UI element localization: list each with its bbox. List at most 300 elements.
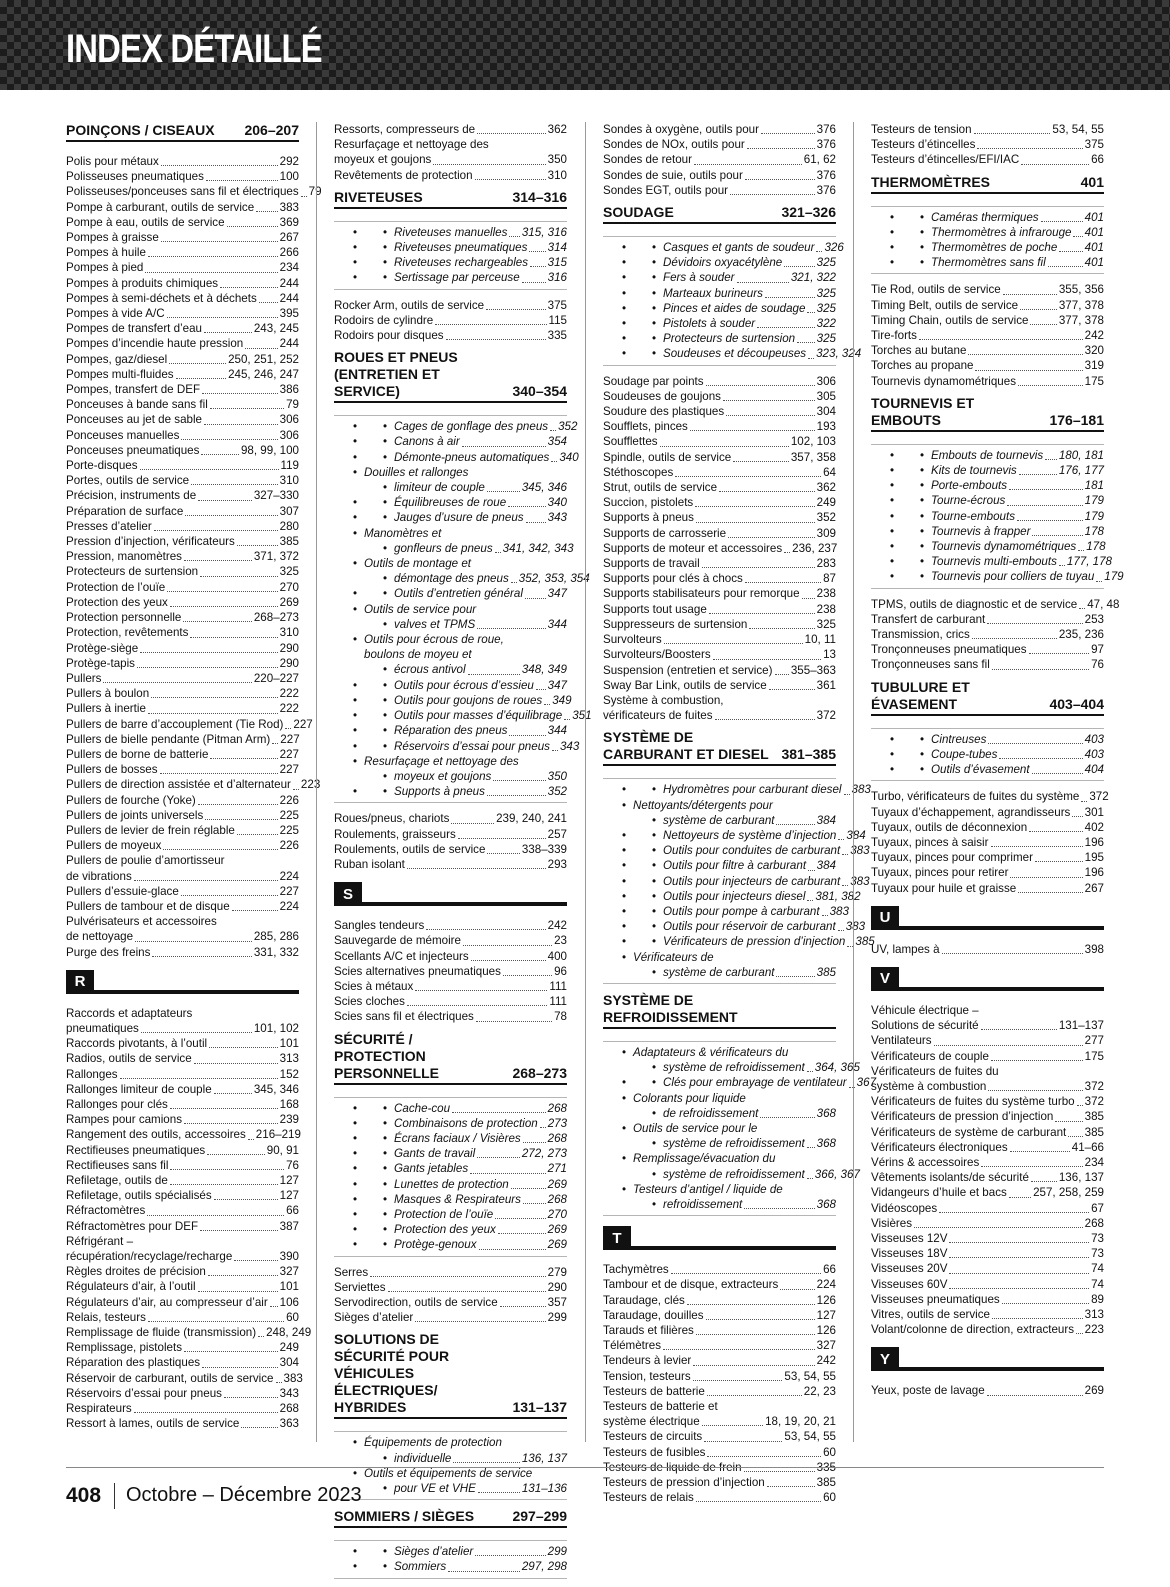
index-entry [603, 617, 836, 632]
entry-label: Survolteurs/Boosters [603, 648, 711, 662]
entry-row [66, 1203, 299, 1218]
dot-leader [1019, 474, 1057, 475]
entry-pages: 343 [547, 511, 567, 525]
index-entry [603, 632, 836, 647]
entry-label-line: • Outils de service pour [364, 602, 477, 616]
index-entry [66, 823, 299, 838]
entry-pages: 377, 378 [1058, 298, 1104, 312]
index-entry [66, 1036, 299, 1051]
entry-pages: 372 [1089, 790, 1109, 804]
dot-leader [477, 133, 546, 134]
dot-leader [726, 415, 814, 416]
entry-label: Protège-tapis [66, 656, 135, 670]
entry-row [633, 316, 836, 331]
entry-label: Rallonges limiteur de couple [66, 1082, 212, 1096]
dot-leader [163, 849, 277, 850]
entry-row [901, 762, 1104, 777]
entry-label: Supports stabilisateurs pour remorque [603, 587, 800, 601]
entry-row [871, 597, 1120, 612]
dot-leader [706, 385, 815, 386]
entry-row [603, 556, 836, 571]
dot-leader [209, 1047, 278, 1048]
index-entry [66, 443, 299, 458]
dot-leader [452, 1112, 546, 1113]
dot-leader [301, 196, 307, 197]
entry-pages: 131–137 [1058, 1019, 1104, 1033]
subentry-list [871, 206, 1104, 275]
entry-pages: 290 [547, 1280, 567, 1294]
entry-row [871, 374, 1104, 389]
entry-label: • • Outils pour filtre à carburant [663, 859, 807, 873]
entry-label: Pullers de direction assistée et d’alternateur [66, 778, 291, 792]
entry-row [633, 1060, 860, 1075]
dot-leader [695, 506, 814, 507]
entry-pages: 338–339 [521, 842, 567, 856]
entry-row [334, 152, 567, 167]
entry-label: Spindle, outils de service [603, 450, 732, 464]
entry-label: • démontage des pneus [394, 572, 509, 586]
dot-leader [227, 226, 278, 227]
entry-row [603, 1308, 836, 1323]
entry-pages: 179 [1084, 509, 1104, 523]
entry-row [603, 1414, 836, 1429]
entry-label: • • Tourne-embouts [931, 509, 1015, 523]
dot-leader [152, 956, 251, 957]
entry-pages: 349 [552, 693, 572, 707]
index-entry [334, 994, 567, 1009]
letter-badge: Y [871, 1347, 899, 1371]
entry-row [633, 270, 836, 285]
index-entry [871, 509, 1104, 524]
entry-row [633, 858, 836, 873]
entry-pages: 383 [850, 844, 870, 858]
entry-label: • • Jauges d’usure de pneus [394, 511, 524, 525]
entry-label: Radios, outils de service [66, 1052, 192, 1066]
entry-label: Tarauds et filières [603, 1324, 694, 1337]
entry-row [334, 1295, 567, 1310]
section-pages: 401 [1080, 173, 1104, 190]
dot-leader [744, 1208, 814, 1209]
dot-leader [170, 606, 278, 607]
entry-pages: 285, 286 [253, 930, 299, 944]
entry-pages: 268 [547, 1131, 567, 1145]
dot-leader [992, 669, 1089, 670]
entry-label: Pullers de levier de frein réglable [66, 823, 235, 837]
entry-pages: 341, 342, 343 [502, 541, 574, 555]
index-entry [871, 1201, 1104, 1216]
index-entry [603, 1151, 860, 1181]
entry-row [603, 571, 836, 586]
section-name: TUBULURE ET ÉVASEMENT [871, 678, 970, 712]
index-entry [603, 316, 836, 331]
subentry-list [603, 778, 875, 984]
dot-leader [181, 895, 278, 896]
entry-pages: 269 [547, 1238, 567, 1252]
dot-leader [914, 1227, 1083, 1228]
dot-leader [1081, 801, 1087, 802]
index-entry [334, 122, 567, 137]
entry-row [364, 678, 567, 693]
index-entry [603, 389, 836, 404]
dot-leader [458, 838, 546, 839]
entry-label: Polisseuses/ponceuses sans fil et électriques [66, 185, 299, 199]
entry-pages: 280 [279, 519, 299, 533]
dot-leader [934, 1045, 1083, 1046]
entry-label: Rallonges [66, 1067, 118, 1081]
dot-leader [170, 1184, 278, 1185]
entry-pages: 322 [816, 317, 836, 331]
entry-pages: 345, 346 [521, 481, 567, 495]
entry-pages: 357, 358 [790, 450, 836, 464]
dot-leader [1032, 773, 1083, 774]
index-entry [334, 754, 567, 784]
entry-label: • pour VE et VHE [394, 1482, 476, 1495]
entry-pages: 87 [823, 572, 836, 586]
dot-leader [784, 552, 790, 553]
dot-leader [237, 834, 278, 835]
dot-leader [749, 628, 814, 629]
index-entry [871, 524, 1104, 539]
index-entry [334, 240, 567, 255]
dot-leader [808, 870, 815, 871]
dot-leader [477, 1157, 520, 1158]
entry-row [603, 419, 836, 434]
dot-leader [1096, 581, 1102, 582]
entry-row [66, 1173, 299, 1188]
dot-leader [1020, 309, 1057, 310]
entry-label: • • Vérificateurs de pression d’injection [663, 935, 846, 949]
entry-label: Vérificateurs électroniques [871, 1140, 1008, 1154]
index-entry [66, 1264, 299, 1279]
dot-leader [448, 1571, 520, 1572]
entry-label: • • Dévidoirs oxyacétylène [663, 256, 783, 270]
entry-label: Supports de moteur et accessoires [603, 541, 783, 555]
dot-leader [1032, 535, 1082, 536]
entry-label: Remplissage de fluide (transmission) [66, 1326, 257, 1340]
entry-row [364, 495, 567, 510]
entry-row [66, 1082, 299, 1097]
index-entry [334, 1146, 567, 1161]
entry-pages: 320 [1084, 344, 1104, 358]
entry-pages: 269 [547, 1177, 567, 1191]
entry-label-line: • Équipements de protection [364, 1436, 502, 1450]
entry-label-line: • Manomètres et [364, 526, 442, 540]
entry-label: • • Gants jetables [394, 1162, 469, 1176]
entry-row [603, 374, 836, 389]
entry-label: Torches au propane [871, 359, 974, 373]
entry-row [66, 367, 299, 382]
entry-row [901, 448, 1104, 463]
dot-leader [690, 430, 815, 431]
entry-pages: 299 [547, 1545, 567, 1559]
entry-row [901, 493, 1104, 508]
dot-leader [838, 930, 844, 931]
entry-row [901, 747, 1104, 762]
entry-pages: 242 [1084, 329, 1104, 343]
index-entry [603, 828, 866, 843]
entry-label: Polis pour métaux [66, 155, 159, 168]
entry-pages: 216–219 [255, 1128, 301, 1142]
section-pages: 206–207 [244, 122, 299, 138]
entry-pages: 249 [279, 1341, 299, 1355]
index-entry [66, 656, 299, 671]
entry-label: • • Kits de tournevis [931, 464, 1017, 478]
entry-label: Vérificateurs de système de carburant [871, 1125, 1067, 1139]
entry-pages: 364, 365 [814, 1061, 860, 1075]
entry-row [66, 899, 299, 914]
dot-leader [807, 312, 814, 313]
entry-row [66, 1143, 299, 1158]
dot-leader [696, 1334, 815, 1335]
entry-label: Refiletage, outils spécialisés [66, 1189, 212, 1203]
entry-pages: 366, 367 [814, 1167, 860, 1181]
index-entry [871, 762, 1104, 777]
entry-row [364, 708, 592, 723]
entry-pages: 41–66 [1071, 1140, 1104, 1154]
entry-label: • • Écrans faciaux / Visières [394, 1131, 521, 1145]
entry-row [66, 610, 299, 625]
index-entry [334, 1466, 567, 1496]
entry-row [871, 657, 1104, 672]
letter-badge: V [871, 967, 899, 991]
entry-label: Testeurs de batterie [603, 1384, 705, 1398]
index-entry [603, 1121, 836, 1151]
entry-row [66, 1097, 299, 1112]
dot-leader [747, 148, 815, 149]
entry-label: Roulements, graisseurs [334, 827, 456, 841]
entry-label: • • Réparation des pneus [394, 724, 508, 738]
entry-label: Pompe à eau, outils de service [66, 215, 225, 229]
entry-pages: 377, 378 [1058, 313, 1104, 327]
dot-leader [237, 545, 278, 546]
entry-row [871, 850, 1104, 865]
entry-row [603, 183, 836, 198]
entry-pages: 267 [1084, 881, 1104, 895]
entry-label: Soufflettes [603, 435, 658, 449]
entry-label: • • Gants de travail [394, 1147, 476, 1161]
index-entry [871, 122, 1104, 137]
dot-leader [760, 1117, 814, 1118]
index-entry [871, 255, 1104, 270]
dot-leader [208, 1275, 278, 1276]
dot-leader [807, 1147, 815, 1148]
entry-pages: 74 [1091, 1277, 1104, 1291]
entry-label: Visseuses 20V [871, 1262, 948, 1276]
entry-pages: 23 [554, 934, 567, 948]
index-entry [871, 1307, 1104, 1322]
entry-label: Presses d’atelier [66, 519, 152, 533]
entry-row [364, 662, 567, 677]
entry-row [603, 526, 836, 541]
entry-label: • • Réservoirs d’essai pour pneus [394, 739, 550, 753]
entry-label: • • Cintreuses [931, 732, 987, 746]
entry-row [603, 404, 836, 419]
section-heading [66, 122, 299, 142]
dot-leader [523, 1142, 546, 1143]
dot-leader [719, 491, 815, 492]
entry-label: • • Sertissage par perceuse [394, 271, 520, 285]
index-entry [871, 1064, 1104, 1094]
dot-leader [137, 667, 278, 668]
entry-label: Tendeurs à levier [603, 1354, 692, 1368]
entry-label: • • Sommiers [394, 1560, 447, 1574]
entry-row [633, 286, 836, 301]
dot-leader [552, 750, 558, 751]
entry-pages: 401 [1084, 210, 1104, 224]
entry-row [901, 255, 1104, 270]
index-entry [66, 336, 299, 351]
index-entry [334, 1265, 567, 1280]
index-entry [334, 964, 567, 979]
entry-row [66, 564, 299, 579]
dot-leader [671, 1273, 821, 1274]
entry-row [871, 1201, 1104, 1216]
entry-row [633, 331, 836, 346]
index-entry [603, 1399, 836, 1429]
entry-row [66, 945, 299, 960]
entry-label: Pompes à huile [66, 246, 146, 260]
entry-pages: 386 [279, 383, 299, 397]
entry-pages: 376 [816, 183, 836, 197]
dot-leader [451, 823, 494, 824]
index-entry [334, 1131, 567, 1146]
dot-leader [210, 758, 277, 759]
index-entry [603, 1045, 860, 1075]
letter-divider [334, 882, 567, 906]
entry-pages: 383 [279, 200, 299, 214]
entry-label: Protection de l’ouïe [66, 580, 166, 594]
entry-row [364, 1237, 567, 1252]
entry-pages: 343 [279, 1386, 299, 1400]
dot-leader [135, 941, 252, 942]
index-entry [66, 473, 299, 488]
index-entry [334, 933, 567, 948]
entry-row [364, 480, 567, 495]
entry-row [66, 321, 299, 336]
entry-row [871, 1307, 1104, 1322]
dot-leader [479, 1249, 546, 1250]
entry-label: Roues/pneus, chariots [334, 812, 450, 826]
index-entry [334, 526, 574, 556]
index-entry [66, 397, 299, 412]
dot-leader [207, 1154, 265, 1155]
entry-pages: 243, 245 [253, 322, 299, 336]
index-entry [334, 225, 567, 240]
entry-label: Sangles tendeurs [334, 919, 425, 933]
entry-row [603, 152, 836, 167]
entry-row [66, 382, 299, 397]
entry-row [66, 732, 299, 747]
entry-pages: 385 [1084, 1110, 1104, 1124]
entry-label: Tuyaux, pinces à saisir [871, 835, 989, 849]
dot-leader [745, 179, 815, 180]
dot-leader [949, 1273, 1089, 1274]
entry-pages: 76 [1091, 658, 1104, 672]
entry-row [603, 122, 836, 137]
index-entry [66, 1310, 299, 1325]
entry-pages: 325 [816, 332, 836, 346]
entry-label: Scellants A/C et injecteurs [334, 949, 469, 963]
dot-leader [525, 598, 546, 599]
entry-label: • système de refroidissement [663, 1137, 805, 1151]
entry-row [66, 412, 299, 427]
entry-pages: 119 [280, 459, 299, 473]
index-entry [334, 1161, 567, 1176]
entry-pages: 253 [1084, 612, 1104, 626]
entry-pages: 66 [823, 1263, 836, 1277]
entry-row [901, 569, 1124, 584]
dot-leader [1035, 861, 1083, 862]
entry-row [66, 823, 299, 838]
dot-leader [822, 915, 828, 916]
index-entry [334, 1009, 567, 1024]
entry-row [871, 612, 1104, 627]
entry-pages: 13 [823, 648, 836, 662]
entry-pages: 307 [279, 504, 299, 518]
entry-pages: 348, 349 [521, 663, 567, 677]
index-entry [66, 671, 299, 686]
index-entry [603, 934, 875, 949]
entry-label: moyeux et goujons [334, 153, 432, 167]
entry-pages: 269 [279, 595, 299, 609]
index-entry [603, 919, 866, 934]
index-entry [603, 843, 870, 858]
entry-row [871, 137, 1104, 152]
entry-label: • • Thermomètres à infrarouge [931, 225, 1072, 239]
dot-leader [453, 1462, 519, 1463]
index-entry [871, 569, 1124, 584]
index-entry [871, 240, 1104, 255]
entry-row [66, 929, 299, 944]
entry-pages: 227 [279, 747, 299, 761]
entry-row [66, 169, 299, 184]
entry-row [871, 1383, 1104, 1398]
entry-label: Tronçonneuses pneumatiques [871, 643, 1027, 657]
entry-label: Tournevis dynamométriques [871, 374, 1016, 388]
entry-label: Ressort à lames, outils de service [66, 1417, 240, 1431]
entry-label: Torches au butane [871, 344, 967, 358]
index-entry [871, 627, 1104, 642]
index-entry [603, 602, 836, 617]
dot-leader [477, 628, 545, 629]
entry-pages: 239 [279, 1113, 299, 1127]
dot-leader [765, 297, 815, 298]
entry-label-line: • Nettoyants/détergents pour [633, 798, 773, 812]
index-entry [334, 784, 567, 799]
index-entry [334, 739, 580, 754]
entry-pages: 73 [1091, 1247, 1104, 1261]
index-entry [66, 1386, 299, 1401]
entry-row [364, 450, 579, 465]
index-entry [66, 595, 299, 610]
entry-label: système électrique [603, 1415, 700, 1429]
dot-leader [838, 839, 844, 840]
entry-label: • système de carburant [663, 813, 775, 827]
entry-pages: 357 [547, 1295, 567, 1309]
dot-leader [949, 1257, 1089, 1258]
entry-pages: 242 [816, 1354, 836, 1368]
entry-row [871, 328, 1104, 343]
letter-divider [871, 967, 1104, 991]
index-entry [871, 210, 1104, 225]
entry-row [364, 769, 567, 784]
dot-leader [487, 853, 519, 854]
entry-label: Servodirection, outils de service [334, 1295, 498, 1309]
entry-pages: 368 [816, 1137, 836, 1151]
entry-row [633, 1197, 836, 1212]
entry-label: Rodoirs pour disques [334, 329, 444, 343]
dot-leader [1072, 816, 1082, 817]
